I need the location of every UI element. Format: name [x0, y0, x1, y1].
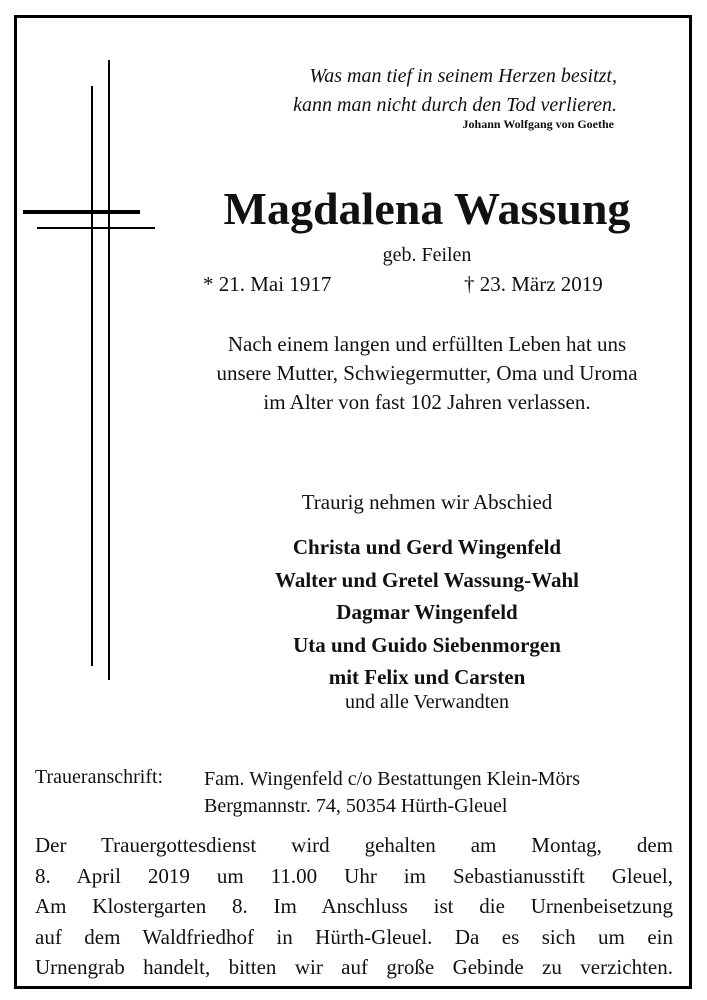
mourner-name: Christa und Gerd Wingenfeld — [292, 535, 562, 559]
mourners-list — [167, 531, 687, 694]
message-line: im Alter von fast 102 Jahren verlassen. — [263, 390, 591, 414]
address-label: Traueranschrift: — [35, 766, 164, 788]
death-date: † 23. März 2019 — [464, 272, 603, 296]
cross-horizontal-bar — [37, 227, 155, 229]
message-line: Nach einem langen und erfüllten Leben hat uns — [227, 332, 627, 356]
address-line: Fam. Wingenfeld c/o Bestattungen Klein-Mörs — [204, 768, 580, 790]
service-line: auf dem Waldfriedhof in Hürth-Gleuel. Da es sich um ein — [35, 924, 673, 949]
mourner-name: Walter und Gretel Wassung-Wahl — [275, 567, 579, 592]
relatives-text: und alle Verwandten — [344, 691, 510, 713]
address-block — [204, 766, 580, 820]
service-line: 8. April 2019 um 11.00 Uhr im Sebastianusstift Gleuel, — [35, 863, 673, 888]
deceased-name: Magdalena Wassung — [223, 183, 631, 234]
maiden-name: geb. Feilen — [382, 244, 472, 266]
mourner-name: Dagmar Wingenfeld — [336, 600, 518, 624]
mourner-name: Uta und Guido Siebenmorgen — [293, 632, 561, 657]
service-line: Der Trauergottesdienst wird gehalten am Montag, dem — [35, 833, 673, 857]
quote-line-2: kann man nicht durch den Tod verlieren. — [293, 94, 617, 116]
message-paragraph — [167, 330, 687, 417]
cross-vertical-bar — [91, 86, 93, 666]
quote-author: Johann Wolfgang von Goethe — [462, 117, 614, 131]
address-line: Bergmannstr. 74, 50354 Hürth-Gleuel — [204, 795, 508, 817]
birth-date: * 21. Mai 1917 — [203, 272, 332, 296]
obituary-frame — [14, 15, 692, 989]
message-line: unsere Mutter, Schwiegermutter, Oma und Uroma — [216, 361, 638, 385]
cross-vertical-bar — [108, 60, 110, 680]
service-paragraph — [35, 830, 673, 983]
quote-line-1: Was man tief in seinem Herzen besitzt, — [309, 65, 617, 87]
service-line: Urnengrab handelt, bitten wir auf große Gebinde zu verzichten. — [35, 955, 673, 979]
cross-horizontal-bar — [23, 210, 140, 214]
farewell-text: Traurig nehmen wir Abschied — [301, 490, 553, 514]
mourner-name: mit Felix und Carsten — [328, 665, 526, 689]
service-line: Am Klostergarten 8. Im Anschluss ist die Urnenbeisetzung — [35, 894, 673, 918]
